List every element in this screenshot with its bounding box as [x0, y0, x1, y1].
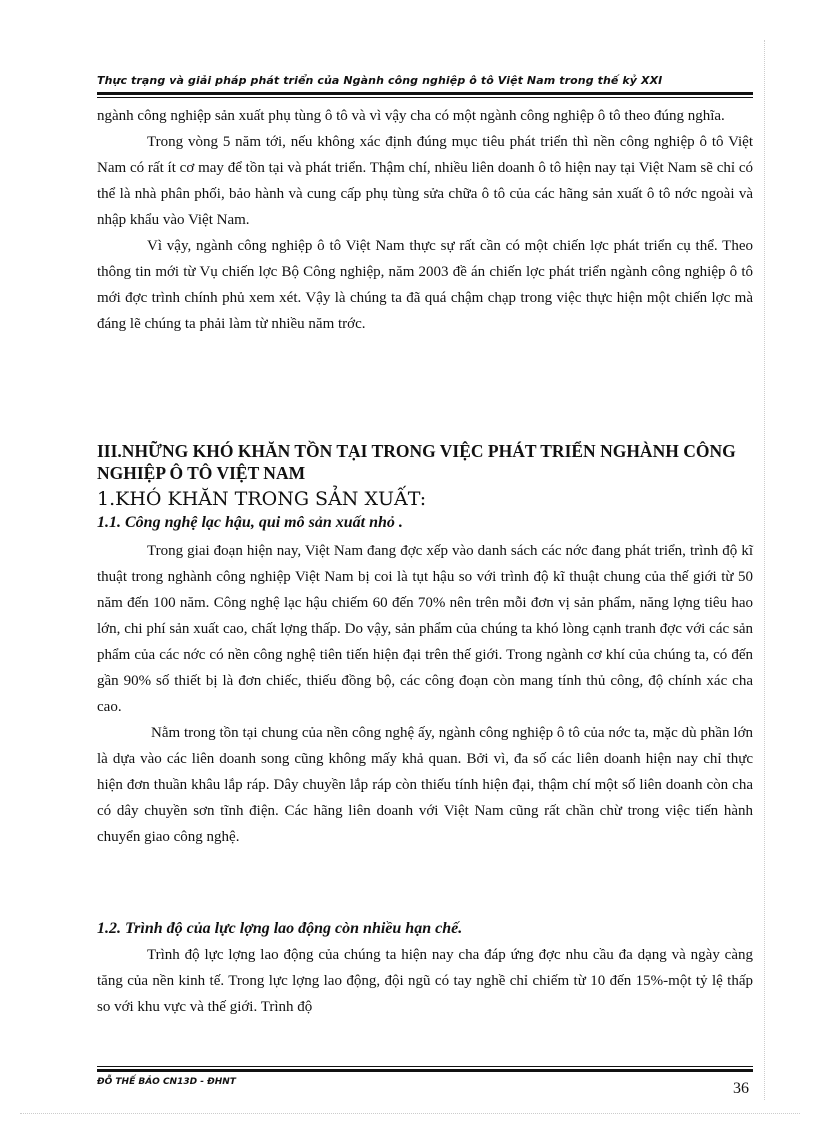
page-number: 36 — [733, 1080, 749, 1097]
section-sub-heading: 1.KHÓ KHĂN TRONG SẢN XUẤT: — [97, 488, 427, 510]
intro-paragraph-2: Trong vòng 5 năm tới, nếu không xác định đúng mục tiêu phát triển thì nền công nghiệp ô tô Việt Nam có rất ít cơ may để tồn tại và phát triển. Thậm chí, nhiều liên doanh ô tô hiện nay tại Việt Nam sẽ chỉ có thể là nhà phân phối, bảo hành và cung cấp phụ tùng sửa chữa ô tô của các hãng sản xuất ô tô nớc ngoài và nhập khẩu vào Việt Nam. — [97, 134, 753, 228]
item1-heading: 1.1. Công nghệ lạc hậu, qui mô sản xuất nhỏ . — [97, 514, 403, 531]
item1-text — [97, 538, 753, 850]
page-border-right — [764, 40, 765, 1100]
header-rule-thin — [97, 97, 753, 98]
item2-heading: 1.2. Trình độ của lực lợng lao động còn nhiều hạn chế. — [97, 920, 463, 937]
item2-paragraph-1: Trình độ lực lợng lao động của chúng ta hiện nay cha đáp ứng đợc nhu cầu đa dạng và ngày càng tăng của nền kinh tế. Trong lực lợng lao động, đội ngũ có tay nghề chỉ chiếm từ 10 đến 15%-một tỷ lệ thấp so với khu vực và thế giới. Trình độ — [97, 947, 753, 1015]
footer-rule-thin — [97, 1066, 753, 1067]
footer-rule-thick — [97, 1069, 753, 1072]
page-border-bottom — [20, 1113, 800, 1114]
header-rule-thick — [97, 92, 753, 95]
item1-paragraph-1: Trong giai đoạn hiện nay, Việt Nam đang đợc xếp vào danh sách các nớc đang phát triển, trình độ kĩ thuật trong nghành công nghiệp Việt Nam bị coi là tụt hậu so với trình độ kĩ thuật chung của thế giới từ 50 năm đến 100 năm. Công nghệ lạc hậu chiếm 60 đến 70% nên trên mỗi đơn vị sản phẩm, năng lợng tiêu hao lớn, chi phí sản xuất cao, chất lợng thấp. Do vậy, sản phẩm của chúng ta khó lòng cạnh tranh đợc với các sản phẩm của các nớc có nền công nghệ tiên tiến hiện đại trên thế giới. Trong ngành cơ khí của chúng ta, có đến gần 90% số thiết bị là đơn chiếc, thiếu đồng bộ, các công đoạn còn mang tính thủ công, độ chính xác cha cao. — [97, 543, 753, 715]
item2-text — [97, 942, 753, 1020]
header-title: Thực trạng và giải pháp phát triển của Ngành công nghiệp ô tô Việt Nam trong thế kỷ XXI — [97, 74, 663, 87]
intro-paragraph-3: Vì vậy, ngành công nghiệp ô tô Việt Nam thực sự rất cần có một chiến lợc phát triển cụ thể. Theo thông tin mới từ Vụ chiến lợc Bộ Công nghiệp, năm 2003 đề án chiến lợc phát triển ngành công nghiệp ô tô mới đợc trình chính phủ xem xét. Vậy là chúng ta đã quá chậm chạp trong việc thực hiện một chiến lợc mà đáng lẽ chúng ta phải làm từ nhiều năm trớc. — [97, 238, 753, 332]
footer-author: ĐỖ THẾ BẢO CN13D - ĐHNT — [97, 1077, 236, 1087]
section-heading: III.NHỮNG KHÓ KHĂN TỒN TẠI TRONG VIỆC PHÁT TRIỂN NGHÀNH CÔNG NGHIỆP Ô TÔ VIỆT NAM — [97, 441, 736, 483]
intro-text — [97, 103, 753, 337]
intro-paragraph-1: ngành công nghiệp sản xuất phụ tùng ô tô và vì vậy cha có một ngành công nghiệp ô tô theo đúng nghĩa. — [97, 108, 725, 124]
item1-paragraph-2: Nằm trong tồn tại chung của nền công nghệ ấy, ngành công nghiệp ô tô của nớc ta, mặc dù phần lớn là dựa vào các liên doanh song cũng không mấy khả quan. Bởi vì, đa số các liên doanh hiện nay chỉ thực hiện đơn thuần khâu lắp ráp. Dây chuyền lắp ráp còn thiếu tính hiện đại, thậm chí một số liên doanh còn cha có dây chuyền sơn tĩnh điện. Các hãng liên doanh với Việt Nam cũng rất chần chừ trong việc tiến hành chuyển giao công nghệ. — [97, 725, 753, 845]
